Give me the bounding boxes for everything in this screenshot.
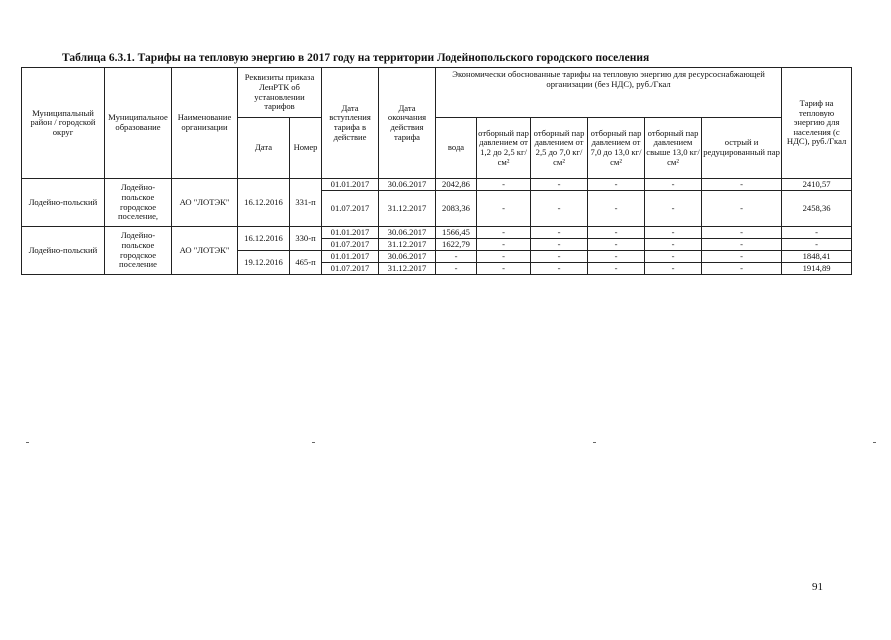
scan-dot [593, 442, 596, 443]
scan-dot [312, 442, 315, 443]
district-cell: Лодейно-польский [22, 227, 105, 275]
municipality-cell: Лодейно-польское городское поселение [105, 227, 172, 275]
steam-4-cell: - [645, 227, 702, 239]
header-steam-1: отборный пар давлением от 1,2 до 2,5 кг/см² [477, 118, 531, 179]
steam-hot-cell: - [702, 263, 782, 275]
steam-hot-cell: - [702, 251, 782, 263]
steam-4-cell: - [645, 191, 702, 227]
population-cell: 1914,89 [782, 263, 852, 275]
population-cell: 2458,36 [782, 191, 852, 227]
end-date-cell: 30.06.2017 [379, 227, 436, 239]
header-start: Дата вступления тарифа в действие [322, 68, 379, 179]
municipality-cell: Лодейно-польское городское поселение, [105, 179, 172, 227]
steam-3-cell: - [588, 191, 645, 227]
start-date-cell: 01.07.2017 [322, 263, 379, 275]
steam-2-cell: - [531, 179, 588, 191]
water-cell: 1566,45 [436, 227, 477, 239]
steam-4-cell: - [645, 251, 702, 263]
order-date-cell: 16.12.2016 [238, 227, 290, 251]
steam-2-cell: - [531, 227, 588, 239]
header-steam-2: отборный пар давлением от 2,5 до 7,0 кг/см² [531, 118, 588, 179]
order-date-cell: 16.12.2016 [238, 179, 290, 227]
steam-1-cell: - [477, 179, 531, 191]
steam-2-cell: - [531, 239, 588, 251]
order-number-cell: 465-п [290, 251, 322, 275]
steam-1-cell: - [477, 191, 531, 227]
end-date-cell: 30.06.2017 [379, 251, 436, 263]
steam-3-cell: - [588, 179, 645, 191]
steam-4-cell: - [645, 179, 702, 191]
end-date-cell: 31.12.2017 [379, 263, 436, 275]
steam-3-cell: - [588, 251, 645, 263]
steam-3-cell: - [588, 239, 645, 251]
scan-dot [26, 442, 29, 443]
water-cell: 2083,36 [436, 191, 477, 227]
population-cell: - [782, 227, 852, 239]
header-district: Муниципальный район / городской округ [22, 68, 105, 179]
steam-hot-cell: - [702, 179, 782, 191]
steam-3-cell: - [588, 227, 645, 239]
steam-4-cell: - [645, 239, 702, 251]
header-municipality: Муниципальное образование [105, 68, 172, 179]
header-water: вода [436, 118, 477, 179]
steam-2-cell: - [531, 263, 588, 275]
end-date-cell: 30.06.2017 [379, 179, 436, 191]
organization-cell: АО "ЛОТЭК" [172, 179, 238, 227]
end-date-cell: 31.12.2017 [379, 239, 436, 251]
start-date-cell: 01.01.2017 [322, 251, 379, 263]
steam-1-cell: - [477, 227, 531, 239]
district-cell: Лодейно-польский [22, 179, 105, 227]
water-cell: 1622,79 [436, 239, 477, 251]
header-end: Дата окончания действия тарифа [379, 68, 436, 179]
order-date-cell: 19.12.2016 [238, 251, 290, 275]
steam-4-cell: - [645, 263, 702, 275]
header-row [22, 68, 852, 118]
header-economic: Экономически обоснованные тарифы на тепловую энергию для ресурсоснабжающей организации (без НДС), руб./Гкал [436, 68, 782, 118]
steam-3-cell: - [588, 263, 645, 275]
header-order-number: Номер [290, 118, 322, 179]
table-row [22, 227, 852, 239]
steam-hot-cell: - [702, 239, 782, 251]
steam-hot-cell: - [702, 191, 782, 227]
header-steam-hot: острый и редуцированный пар [702, 118, 782, 179]
water-cell: - [436, 263, 477, 275]
header-steam-4: отборный пар давлением свыше 13,0 кг/см² [645, 118, 702, 179]
steam-1-cell: - [477, 251, 531, 263]
steam-2-cell: - [531, 191, 588, 227]
header-organization: Наименование организации [172, 68, 238, 179]
table-row [22, 179, 852, 191]
page-number: 91 [812, 581, 823, 593]
population-cell: 1848,41 [782, 251, 852, 263]
order-number-cell: 330-п [290, 227, 322, 251]
start-date-cell: 01.07.2017 [322, 239, 379, 251]
steam-1-cell: - [477, 263, 531, 275]
steam-hot-cell: - [702, 227, 782, 239]
end-date-cell: 31.12.2017 [379, 191, 436, 227]
header-population: Тариф на тепловую энергию для населения (с НДС), руб./Гкал [782, 68, 852, 179]
header-steam-3: отборный пар давлением от 7,0 до 13,0 кг/см² [588, 118, 645, 179]
population-cell: 2410,57 [782, 179, 852, 191]
steam-1-cell: - [477, 239, 531, 251]
tariff-table [21, 67, 852, 275]
start-date-cell: 01.01.2017 [322, 227, 379, 239]
start-date-cell: 01.01.2017 [322, 179, 379, 191]
organization-cell: АО "ЛОТЭК" [172, 227, 238, 275]
header-order-date: Дата [238, 118, 290, 179]
steam-2-cell: - [531, 251, 588, 263]
water-cell: 2042,86 [436, 179, 477, 191]
scan-dot [873, 442, 876, 443]
order-number-cell: 331-п [290, 179, 322, 227]
water-cell: - [436, 251, 477, 263]
table-title: Таблица 6.3.1. Тарифы на тепловую энергию в 2017 году на территории Лодейнопольского городского поселения [62, 52, 650, 64]
header-order: Реквизиты приказа ЛенРТК об установлении тарифов [238, 68, 322, 118]
population-cell: - [782, 239, 852, 251]
start-date-cell: 01.07.2017 [322, 191, 379, 227]
